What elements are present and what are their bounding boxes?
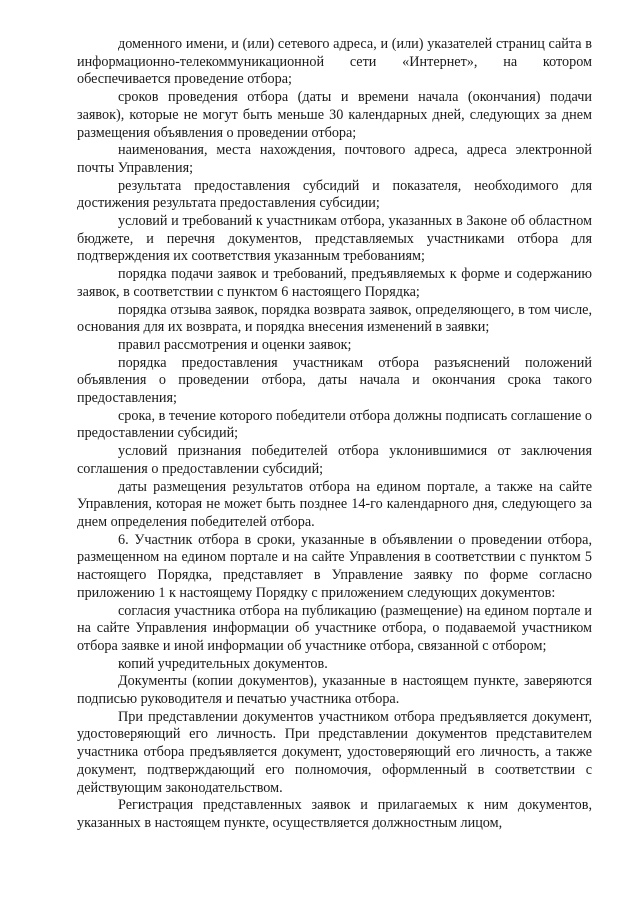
paragraph: срока, в течение которого победители отбора должны подписать соглашение о предоставлении субсидий;: [77, 407, 592, 442]
paragraph: правил рассмотрения и оценки заявок;: [118, 336, 352, 353]
paragraph: условий признания победителей отбора уклонившимися от заключения соглашения о предоставлении субсидий;: [77, 443, 592, 477]
paragraph: порядка подачи заявок и требований, предъявляемых к форме и содержанию заявок, в соответствии с пунктом 6 настоящего Порядка;: [77, 266, 592, 300]
paragraph: результата предоставления субсидий и показателя, необходимого для достижения результата предоставления субсидии;: [77, 177, 592, 212]
paragraph: порядка отзыва заявок, порядка возврата заявок, определяющего, в том числе, основания для их возврата, и порядка внесения изменений в заявки;: [77, 301, 592, 336]
paragraph: условий и требований к участникам отбора, указанных в Законе об областном бюджете, и перечня документов, представляемых участниками отбора для подтверждения их соответствия указанным требованиям;: [77, 213, 592, 265]
document-body: [77, 36, 592, 833]
paragraph: 6. Участник отбора в сроки, указанные в объявлении о проведении отбора, размещенном на едином портале и на сайте Управления в соответствии с пунктом 5 настоящего Порядка, представляет в Управление заявку по форме согласно приложению 1 к настоящему Порядку с приложением следующих документов:: [77, 531, 592, 601]
paragraph: наименования, места нахождения, почтового адреса, адреса электронной почты Управления;: [77, 142, 592, 176]
paragraph: копий учредительных документов.: [118, 655, 328, 672]
paragraph: даты размещения результатов отбора на едином портале, а также на сайте Управления, которая не может быть позднее 14-го календарного дня, следующего за днем определения победителей отбора.: [77, 478, 592, 530]
paragraph: порядка предоставления участникам отбора разъяснений положений объявления о проведении отбора, даты начала и окончания срока такого предоставления;: [77, 354, 592, 407]
paragraph: согласия участника отбора на публикацию (размещение) на едином портале и на сайте Управления информации об участнике отбора, о подаваемой участником отбора заявке и иной информации об участнике отбора, связанной с отбором;: [77, 602, 592, 654]
paragraph: При представлении документов участником отбора предъявляется документ, удостоверяющий его личность. При представлении документов представителем участника отбора предъявляется документ, удостоверяющий его личность, а также документ, подтверждающий его полномочия, оформленный в соответствии с действующим законодательством.: [77, 708, 592, 796]
paragraph: доменного имени, и (или) сетевого адреса, и (или) указателей страниц сайта в информационно-телекоммуникационной сети «Интернет», на котором обеспечивается проведение отбора;: [77, 36, 592, 88]
paragraph: Документы (копии документов), указанные в настоящем пункте, заверяются подписью руководителя и печатью участника отбора.: [77, 673, 592, 708]
paragraph: Регистрация представленных заявок и прилагаемых к ним документов, указанных в настоящем пункте, осуществляется должностным лицом,: [77, 797, 592, 831]
paragraph: сроков проведения отбора (даты и времени начала (окончания) подачи заявок), которые не могут быть меньше 30 календарных дней, следующих за днем размещения объявления о проведении отбора;: [77, 89, 592, 141]
